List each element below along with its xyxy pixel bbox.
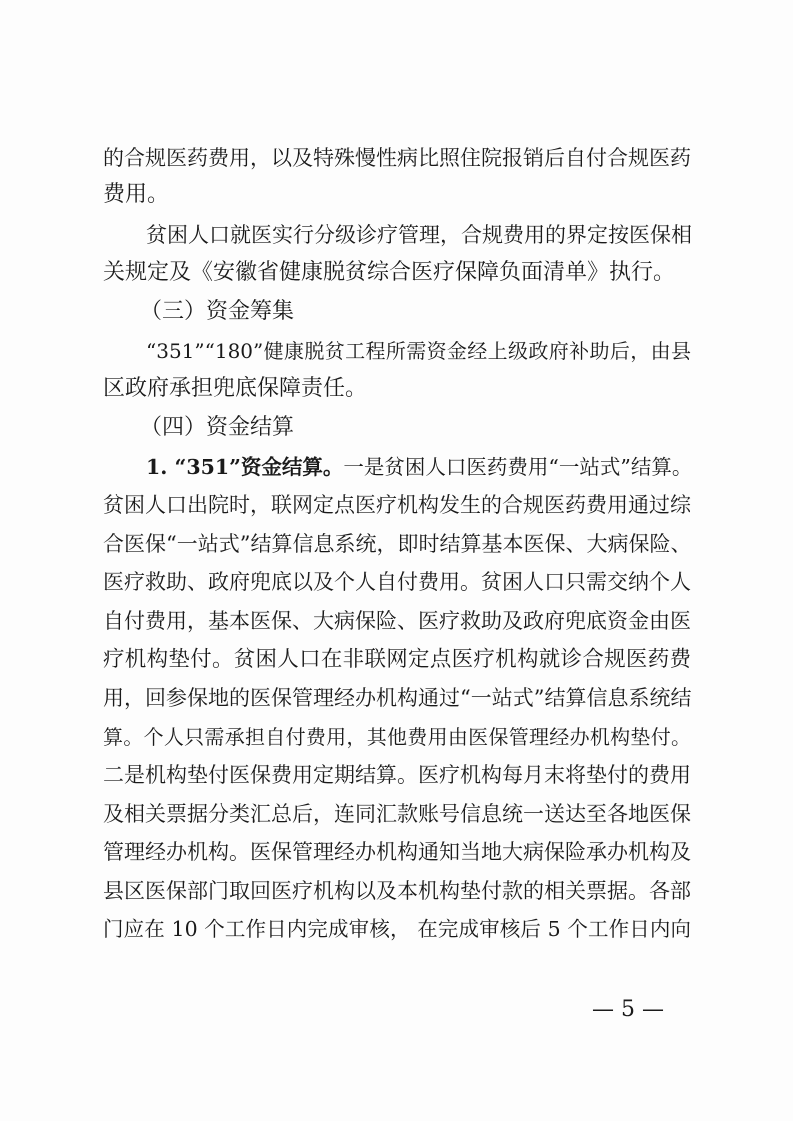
paragraph-line: 的合规医药费用，以及特殊慢性病比照住院报销后自付合规医药 xyxy=(103,146,691,170)
paragraph-line: 管理经办机构。医保管理经办机构通知当地大病保险承办机构及 xyxy=(103,840,691,864)
paragraph-line xyxy=(146,452,692,482)
paragraph-line: 区政府承担兜底保障责任。 xyxy=(103,376,368,401)
paragraph-line: 贫困人口出院时，联网定点医疗机构发生的合规医药费用通过综 xyxy=(103,493,691,517)
page-number: — 5 — xyxy=(592,997,664,1022)
paragraph-line: 医疗救助、政府兜底以及个人自付费用。贫困人口只需交纳个人 xyxy=(103,570,691,594)
paragraph-line: “351”“180”健康脱贫工程所需资金经上级政府补助后，由县 xyxy=(146,339,691,363)
paragraph-line: 关规定及《安徽省健康脱贫综合医疗保障负面清单》执行。 xyxy=(103,260,676,285)
paragraph-line: 自付费用，基本医保、大病保险、医疗救助及政府兜底资金由医 xyxy=(103,609,691,633)
paragraph-line: 县区医保部门取回医疗机构以及本机构垫付款的相关票据。各部 xyxy=(103,879,691,903)
paragraph-line: 及相关票据分类汇总后，连同汇款账号信息统一送达至各地医保 xyxy=(103,802,691,826)
paragraph-line: 门应在 10 个工作日内完成审核， 在完成审核后 5 个工作日内向 xyxy=(103,917,691,941)
paragraph-line: 贫困人口就医实行分级诊疗管理，合规费用的界定按医保相 xyxy=(146,223,692,247)
paragraph-line: 费用。 xyxy=(103,182,170,207)
paragraph-line: 用，回参保地的医保管理经办机构通过“一站式”结算信息系统结 xyxy=(103,686,692,710)
paragraph-line: 合医保“一站式”结算信息系统，即时结算基本医保、大病保险、 xyxy=(103,532,692,556)
section-heading: （三）资金筹集 xyxy=(140,299,295,324)
paragraph-line: 疗机构垫付。贫困人口在非联网定点医疗机构就诊合规医药费 xyxy=(103,647,691,672)
paragraph-line: 二是机构垫付医保费用定期结算。医疗机构每月末将垫付的费用 xyxy=(103,763,691,787)
bold-lead: 1. “351”资金结算。 xyxy=(146,455,344,479)
paragraph-line: 算。个人只需承担自付费用，其他费用由医保管理经办机构垫付。 xyxy=(103,725,691,749)
section-heading: （四）资金结算 xyxy=(140,415,295,440)
lead-rest: 一是贫困人口医药费用“一站式”结算。 xyxy=(343,455,693,479)
